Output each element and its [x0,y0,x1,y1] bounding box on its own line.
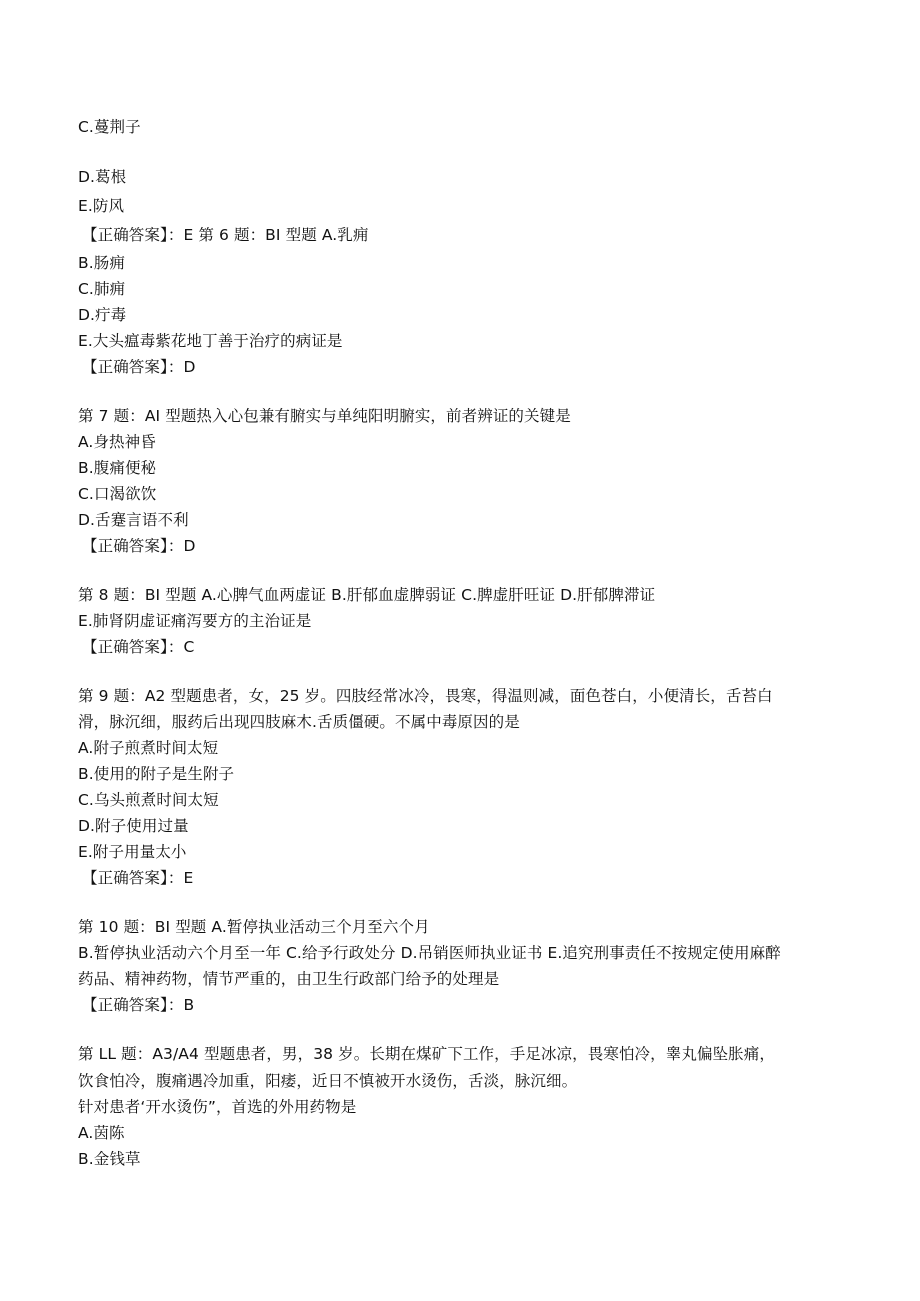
text-line: 饮食怕冷，腹痛遇冷加重，阳痿，近日不慎被开水烫伤，舌淡，脉沉细。 [78,1072,578,1090]
text-line: B.暂停执业活动六个月至一年 C.给予行政处分 D.吊销医师执业证书 E.追究刑事责任不按规定使用麻醉 [78,944,781,962]
answer-line: 【正确答案】：B [82,996,195,1014]
text-line: D.疔毒 [78,306,127,324]
text-line: E.大头瘟毒紫花地丁善于治疗的病证是 [78,332,343,350]
answer-line: 【正确答案】：C [82,638,195,656]
text-line: D.附子使用过量 [78,817,189,835]
answer-line: 【正确答案】：D [82,358,196,376]
text-line: B.腹痛便秘 [78,459,157,477]
text-line: D.葛根 [78,168,127,186]
text-line: A.茵陈 [78,1124,125,1142]
text-line: B.使用的附子是生附子 [78,765,235,783]
text-line: E.肺肾阴虚证痛泻要方的主治证是 [78,612,312,630]
text-line: 滑，脉沉细，服药后出现四肢麻木.舌质僵硬。不属中毒原因的是 [78,713,520,731]
text-line: C.肺痈 [78,280,126,298]
question-line: 第 8 题：BI 型题 A.心脾气血两虚证 B.肝郁血虚脾弱证 C.脾虚肝旺证 D.肝郁脾滞证 [78,586,656,604]
text-line: C.蔓荆子 [78,118,141,136]
question-line: 第 LL 题：A3/A4 型题患者，男，38 岁。长期在煤矿下工作，手足冰凉，畏寒怕冷，睾丸偏坠胀痛， [78,1045,775,1063]
answer-line: 【正确答案】：E 第 6 题：BI 型题 A.乳痈 [82,226,369,244]
question-line: 第 9 题：A2 型题患者，女，25 岁。四肢经常冰冷，畏寒，得温则减，面色苍白，小便清长，舌苔白 [78,687,773,705]
text-line: E.附子用量太小 [78,843,187,861]
text-line: A.附子煎煮时间太短 [78,739,219,757]
text-line: E.防风 [78,197,125,215]
text-line: A.身热神昏 [78,433,156,451]
text-line: 针对患者‘开水烫伤”，首选的外用药物是 [78,1098,357,1116]
question-line: 第 10 题：BI 型题 A.暂停执业活动三个月至六个月 [78,918,430,936]
text-line: D.舌蹇言语不利 [78,511,189,529]
text-line: C.口渴欲饮 [78,485,157,503]
answer-line: 【正确答案】：E [82,869,194,887]
text-line: B.肠痈 [78,254,125,272]
text-line: 药品、精神药物，情节严重的，由卫生行政部门给予的处理是 [78,970,500,988]
text-line: C.乌头煎煮时间太短 [78,791,219,809]
answer-line: 【正确答案】：D [82,537,196,555]
question-line: 第 7 题：AI 型题热入心包兼有腑实与单纯阳明腑实，前者辨证的关键是 [78,407,571,425]
text-line: B.金钱草 [78,1150,141,1168]
